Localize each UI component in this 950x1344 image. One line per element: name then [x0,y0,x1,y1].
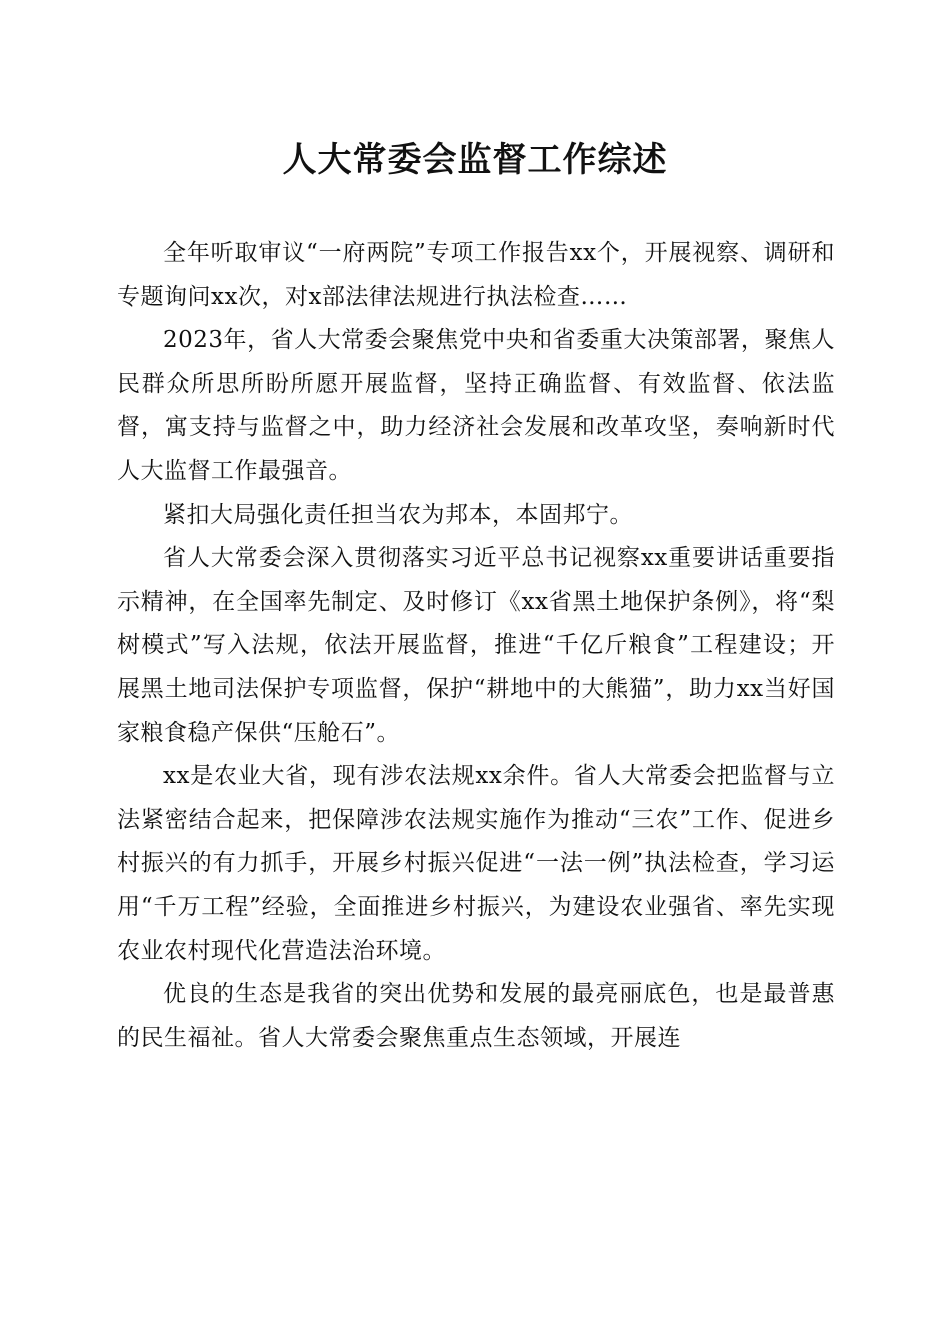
paragraph-ecology: 优良的生态是我省的突出优势和发展的最亮丽底色，也是最普惠的民生福祉。省人大常委会聚焦重点生态领域，开展连 [117,981,835,1051]
paragraph-summary: 全年听取审议“一府两院”专项工作报告xx个，开展视察、调研和专题询问xx次，对x部法律法规进行执法检查…… [117,240,835,310]
paragraph-section-heading: 紧扣大局强化责任担当农为邦本，本固邦宁。 [163,501,633,528]
paragraph-overview-2023: 2023年，省人大常委会聚焦党中央和省委重大决策部署，聚焦人民群众所思所盼所愿开展监督，坚持正确监督、有效监督、依法监督，寓支持与监督之中，助力经济社会发展和改革攻坚，奏响新时代人大监督工作最强音。 [117,327,835,484]
paragraph-black-soil: 省人大常委会深入贯彻落实习近平总书记视察xx重要讲话重要指示精神，在全国率先制定、及时修订《xx省黑土地保护条例》，将“梨树模式”写入法规，依法开展监督，推进“千亿斤粮食”工程建设；开展黑土地司法保护专项监督，保护“耕地中的大熊猫”，助力xx当好国家粮食稳产保供“压舱石”。 [117,545,835,746]
paragraph-agriculture-laws: xx是农业大省，现有涉农法规xx余件。省人大常委会把监督与立法紧密结合起来，把保障涉农法规实施作为推动“三农”工作、促进乡村振兴的有力抓手，开展乡村振兴促进“一法一例”执法检查，学习运用“千万工程”经验，全面推进乡村振兴，为建设农业强省、率先实现农业农村现代化营造法治环境。 [117,763,835,964]
document-body [117,232,835,1060]
document-title: 人大常委会监督工作综述 [282,140,668,180]
